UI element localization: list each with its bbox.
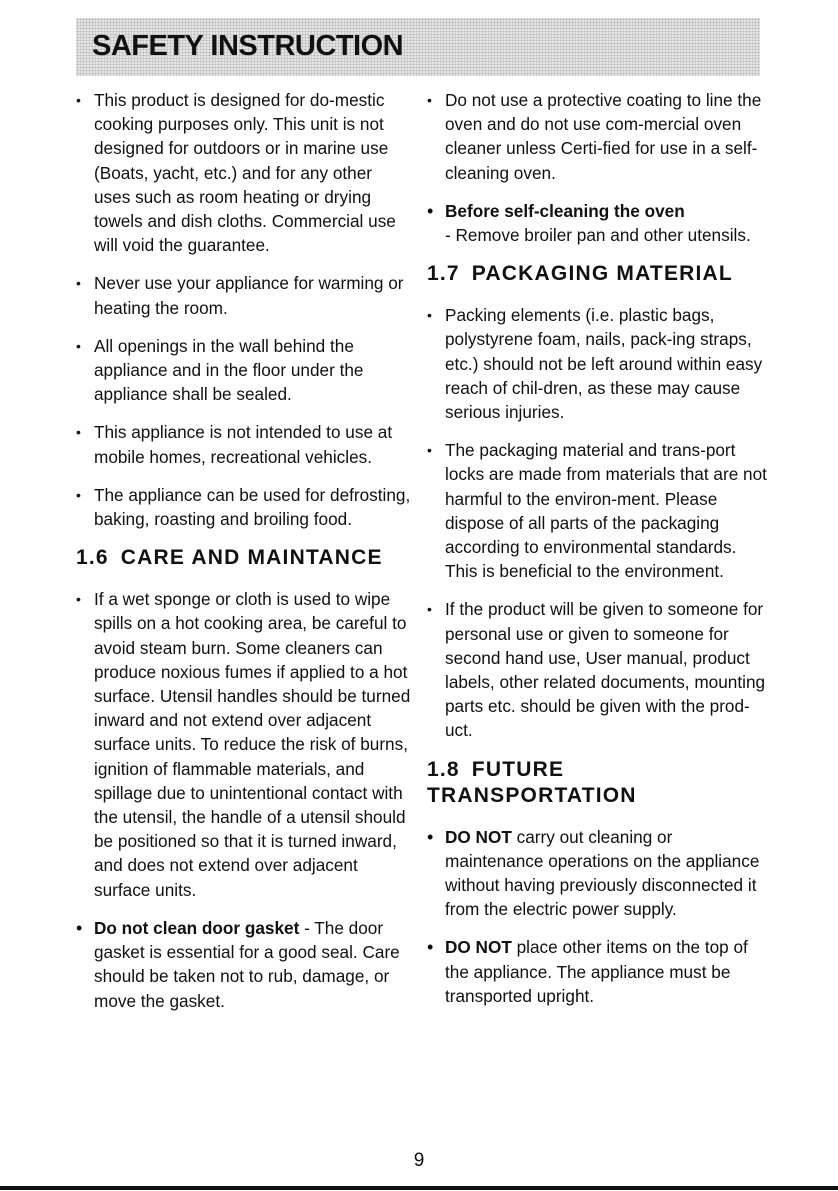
transport-text: place other items on the top of the appliance. The appliance must be transported upright. [445, 937, 748, 1006]
list-item: • Packing elements (i.e. plastic bags, polystyrene foam, nails, pack-ing straps, etc.) should not be left around within easy reach of chil-dren, as these may cause serious injuries. [427, 303, 767, 424]
section-number: 1.8 [427, 757, 460, 781]
section-heading-transport [427, 757, 767, 809]
list-item: • The packaging material and trans-port locks are made from materials that are not harmful to the environ-ment. Please dispose of all parts of the packaging according to environmental standards. This is beneficial to the environment. [427, 438, 767, 583]
list-item: • Do not use a protective coating to line the oven and do not use com-mercial oven cleaner unless Certi-fied for use in a self-cleaning oven. [427, 88, 767, 185]
self-clean-item [427, 199, 767, 247]
list-item: • All openings in the wall behind the appliance and in the floor under the appliance shall be sealed. [76, 334, 411, 407]
list-item: • If a wet sponge or cloth is used to wipe spills on a hot cooking area, be careful to avoid steam burn. Some cleaners can produce noxious fumes if applied to a hot surface. Utensil handles should be turned inward and not extend over adjacent surface units. To reduce the risk of burns, ignition of flammable materials, and spillage due to unintentional contact with the utensil, the handle of a utensil should be positioned so that it is turned inward, and does not extend over adjacent surface units. [76, 587, 411, 902]
oven-care-list [427, 88, 767, 247]
bottom-divider [0, 1186, 838, 1190]
do-not-label: DO NOT [445, 826, 512, 847]
section-title-line2: TRANSPORTATION [427, 783, 637, 807]
section-title: PACKAGING MATERIAL [471, 262, 733, 286]
transport-list [427, 825, 767, 1008]
list-item: • This appliance is not intended to use at mobile homes, recreational vehicles. [76, 420, 411, 468]
list-item: • This product is designed for do-mestic cooking purposes only. This unit is not designed for outdoors or in marine use (Boats, yacht, etc.) and for any other uses such as room heating or drying towels and dish cloths. Commercial use will void the guarantee. [76, 88, 411, 257]
page-number: 9 [413, 1150, 425, 1171]
list-item: • If the product will be given to someone for personal use or given to someone for second hand use, User manual, product labels, other related documents, mounting parts etc. should be given with the prod-uct. [427, 597, 767, 742]
care-list [76, 587, 411, 1012]
right-column [427, 88, 767, 1022]
list-item [427, 935, 767, 1008]
gasket-item [76, 916, 411, 1013]
section-title: CARE AND MAINTANCE [120, 546, 383, 570]
gasket-text: - The door gasket is essential for a good seal. Care should be taken not to rub, damage, or move the gasket. [94, 917, 400, 1011]
section-number: 1.6 [76, 546, 109, 570]
section-heading-care [76, 545, 411, 571]
list-item: • Never use your appliance for warming or heating the room. [76, 271, 411, 319]
list-item: • The appliance can be used for defrosting, baking, roasting and broiling food. [76, 483, 411, 531]
section-number: 1.7 [427, 262, 460, 286]
list-item [427, 825, 767, 922]
gasket-warning-label: Do not clean door gasket [94, 917, 300, 938]
do-not-label: DO NOT [445, 937, 512, 958]
packaging-list [427, 303, 767, 742]
section-title-line1: FUTURE [471, 757, 565, 781]
self-clean-text: - Remove broiler pan and other utensils. [445, 225, 751, 246]
general-safety-list [76, 88, 411, 531]
page-title: SAFETY INSTRUCTION [92, 30, 404, 62]
section-heading-packaging [427, 261, 767, 287]
transport-text: carry out cleaning or maintenance operations on the appliance without having previously disconnected it from the electric power supply. [445, 826, 760, 920]
left-column [76, 88, 411, 1027]
title-banner [76, 18, 760, 76]
self-clean-label: • Before self-cleaning the oven [445, 200, 685, 221]
